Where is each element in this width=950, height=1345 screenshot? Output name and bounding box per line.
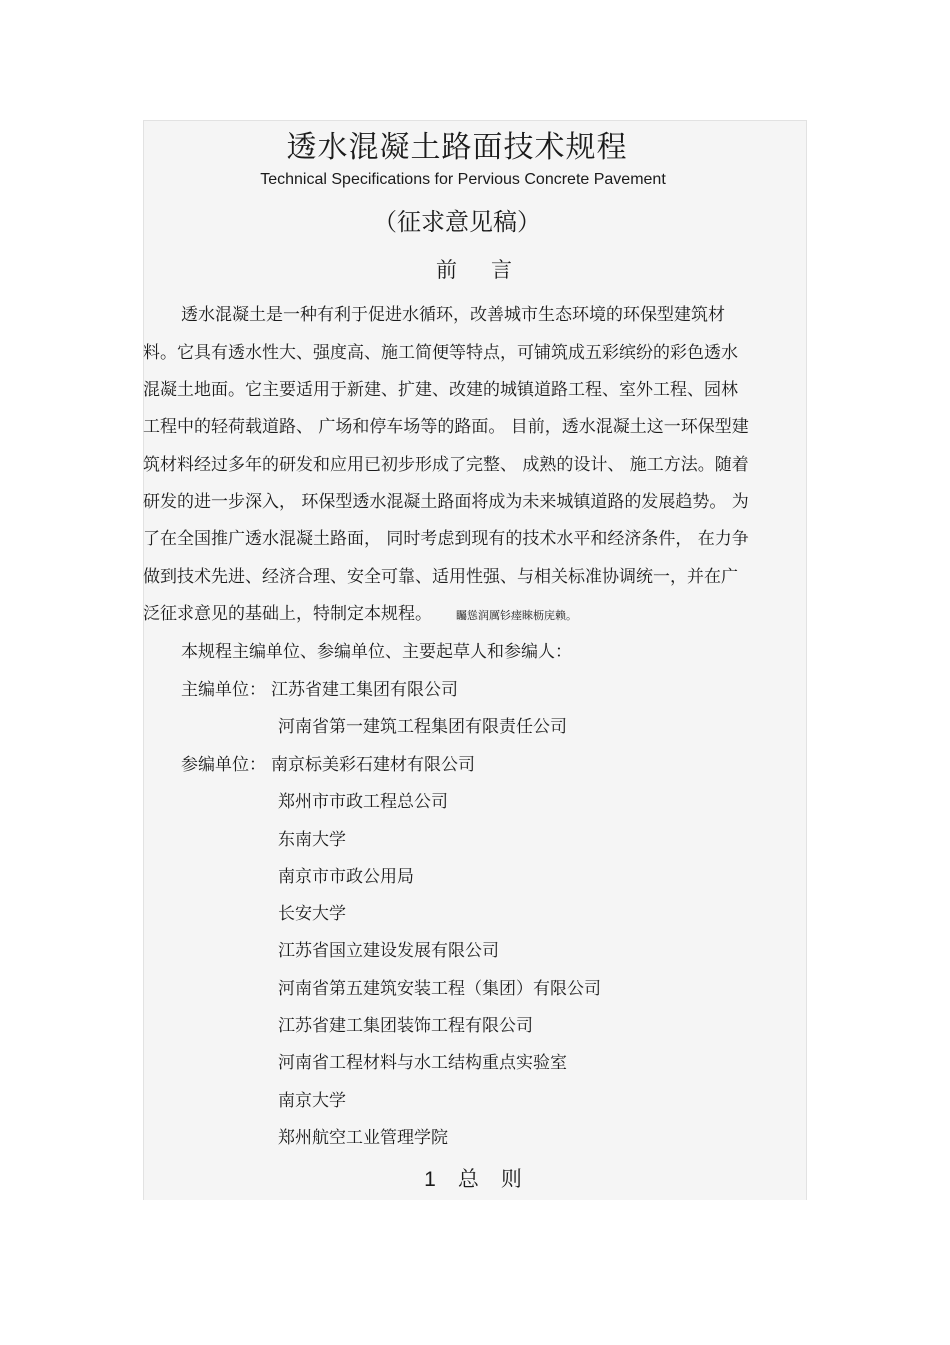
participant-unit-item: 郑州市市政工程总公司 <box>278 792 448 812</box>
chief-unit-item: 河南省第一建筑工程集团有限责任公司 <box>278 717 567 737</box>
preface-line: 料。它具有透水性大、强度高、施工简便等特点，可铺筑成五彩缤纷的彩色透水 <box>143 343 738 363</box>
participant-unit-item: 河南省工程材料与水工结构重点实验室 <box>278 1053 567 1073</box>
preface-line: 做到技术先进、经济合理、安全可靠、适用性强、与相关标准协调统一，并在广 <box>143 567 738 587</box>
preface-line: 研发的进一步深入， 环保型透水混凝土路面将成为未来城镇道路的发展趋势。 为 <box>143 492 749 512</box>
preface-line-text: 泛征求意见的基础上，特制定本规程。 <box>143 604 432 624</box>
preface-line: 混凝土地面。它主要适用于新建、扩建、改建的城镇道路工程、室外工程、园林 <box>143 380 738 400</box>
preface-line: 工程中的轻荷载道路、 广场和停车场等的路面。 目前，透水混凝土这一环保型建 <box>143 417 749 437</box>
units-intro: 本规程主编单位、参编单位、主要起草人和参编人： <box>181 642 572 662</box>
section-title-char-1: 总 <box>457 1167 479 1191</box>
participant-unit-label: 参编单位： <box>181 755 266 775</box>
document-subtitle-english: Technical Specifications for Pervious Concrete Pavement <box>260 171 666 188</box>
participant-unit-item: 河南省第五建筑安装工程（集团）有限公司 <box>278 979 601 999</box>
preface-line: 了在全国推广透水混凝土路面， 同时考虑到现有的技术水平和经济条件， 在力争 <box>143 529 749 549</box>
participant-unit-item: 江苏省建工集团装饰工程有限公司 <box>278 1016 533 1036</box>
chief-unit-label: 主编单位： <box>181 680 266 700</box>
chief-unit-item: 江苏省建工集团有限公司 <box>271 680 458 700</box>
garbled-note: 矚慫润厲钐瘗睞枥庑赖。 <box>456 609 577 622</box>
preface-line: 透水混凝土是一种有利于促进水循环，改善城市生态环境的环保型建筑材 <box>181 305 725 325</box>
preface-heading <box>0 254 950 284</box>
preface-heading-char-1: 前 <box>436 258 459 282</box>
preface-heading-char-2: 言 <box>491 258 514 282</box>
section-heading <box>0 1163 946 1193</box>
participant-unit-item: 郑州航空工业管理学院 <box>278 1128 448 1148</box>
section-title-char-2: 则 <box>500 1167 522 1191</box>
participant-unit-item: 南京大学 <box>278 1091 346 1111</box>
preface-line-last <box>143 599 577 624</box>
participant-unit-item: 长安大学 <box>278 904 346 924</box>
draft-note: （征求意见稿） <box>373 208 541 236</box>
participant-unit-item: 南京标美彩石建材有限公司 <box>271 755 475 775</box>
participant-unit-item: 江苏省国立建设发展有限公司 <box>278 941 499 961</box>
document-title: 透水混凝土路面技术规程 <box>286 130 628 165</box>
participant-unit-item: 东南大学 <box>278 830 346 850</box>
preface-line: 筑材料经过多年的研发和应用已初步形成了完整、 成熟的设计、 施工方法。随着 <box>143 455 749 475</box>
participant-unit-item: 南京市市政公用局 <box>278 867 414 887</box>
section-number: 1 <box>424 1168 436 1191</box>
